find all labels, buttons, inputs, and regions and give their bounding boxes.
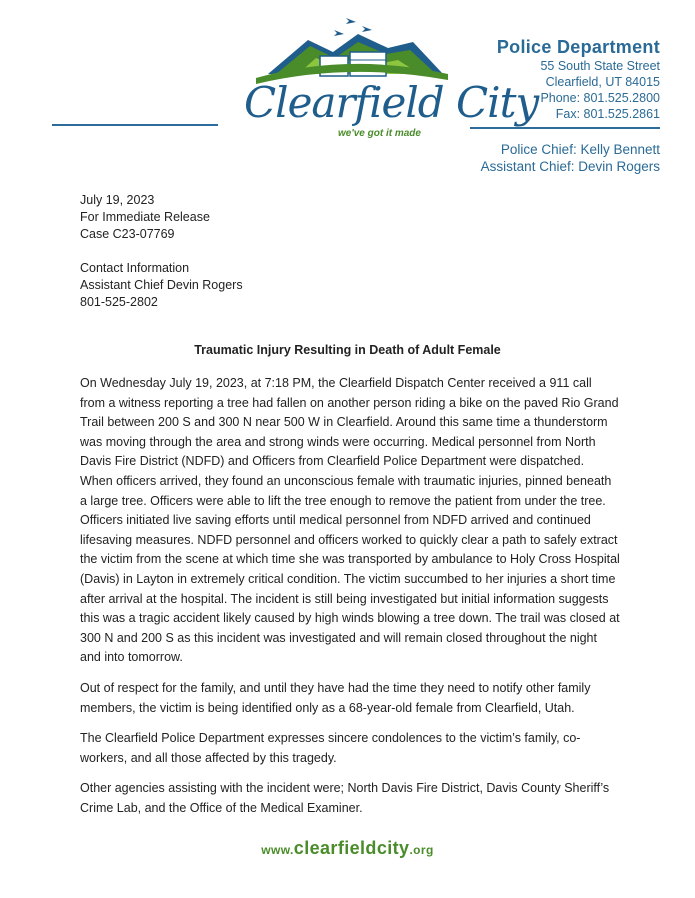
clearfield-city-logo — [238, 12, 539, 142]
contact-block — [80, 260, 243, 311]
department-city: Clearfield, UT 84015 — [545, 75, 660, 89]
footer-url-domain: clearfieldcity — [293, 838, 410, 858]
assistant-chief: Assistant Chief: Devin Rogers — [480, 159, 660, 174]
contact-heading: Contact Information — [80, 261, 190, 275]
release-meta — [80, 192, 210, 243]
footer-url-suffix: .org — [409, 843, 434, 857]
police-chief: Police Chief: Kelly Bennett — [500, 142, 660, 157]
department-address-block — [497, 36, 660, 122]
footer-url-prefix: www. — [261, 843, 294, 857]
press-release-headline: Traumatic Injury Resulting in Death of Adult Female — [194, 343, 501, 357]
contact-name: Assistant Chief Devin Rogers — [80, 278, 243, 292]
department-fax: Fax: 801.525.2861 — [555, 107, 660, 121]
department-street: 55 South State Street — [540, 59, 660, 73]
release-date: July 19, 2023 — [80, 193, 155, 207]
article-paragraph: Other agencies assisting with the incident were; North Davis Fire District, Davis County Sheriff’s Crime Lab, and the Office of the Medical Examiner. — [80, 781, 610, 815]
letterhead-rule-right — [470, 127, 660, 129]
letterhead-rule-left — [52, 124, 218, 126]
article-paragraph: Out of respect for the family, and until they have had the time they need to notify other family members, the victim is being identified only as a 68-year-old female from Clearfield, Utah. — [80, 680, 591, 715]
logo-wordmark: Clearfield City — [244, 78, 539, 127]
department-title: Police Department — [496, 37, 660, 57]
footer-website-link[interactable] — [0, 838, 695, 859]
logo-tagline: we've got it made — [338, 128, 421, 139]
chiefs-block — [481, 141, 660, 175]
case-number: Case C23-07769 — [80, 227, 175, 241]
article-body — [80, 374, 620, 829]
department-phone: Phone: 801.525.2800 — [540, 91, 660, 105]
contact-phone: 801-525-2802 — [80, 295, 158, 309]
release-type: For Immediate Release — [80, 210, 210, 224]
article-paragraph: On Wednesday July 19, 2023, at 7:18 PM, the Clearfield Dispatch Center received a 911 call from a witness reporting a tree had fallen on another person riding a bike on the paved Rio Grand Trail between 200 S and 300 N near 500 W in Clearfield. Around this same time a thunderstorm was moving through the area and strong winds were occurring. Medical personnel from North Davis Fire District (NDFD) and Officers from Clearfield Police Department were dispatched. When officers arrived, they found an unconscious female with traumatic injuries, pinned beneath a large tree. Officers were able to lift the tree enough to remove the patient from under the tree. Officers initiated live saving efforts until medical personnel from NDFD arrived and continued lifesaving measures. NDFD personnel and officers worked to quickly clear a path to safely extract the victim from the scene at which time she was transported by ambulance to Holy Cross Hospital (Davis) in Layton in extremely critical condition. The victim succumbed to her injuries a short time after arrival at the hospital. The incident is still being investigated but initial information suggests this was a tragic accident likely caused by high winds blowing a tree down. The trail was closed at 300 N and 200 S as this incident was investigated and will remain closed throughout the night and into tomorrow. — [80, 376, 620, 665]
article-paragraph: The Clearfield Police Department expresses sincere condolences to the victim’s family, co-workers, and all those affected by this tragedy. — [80, 731, 581, 765]
